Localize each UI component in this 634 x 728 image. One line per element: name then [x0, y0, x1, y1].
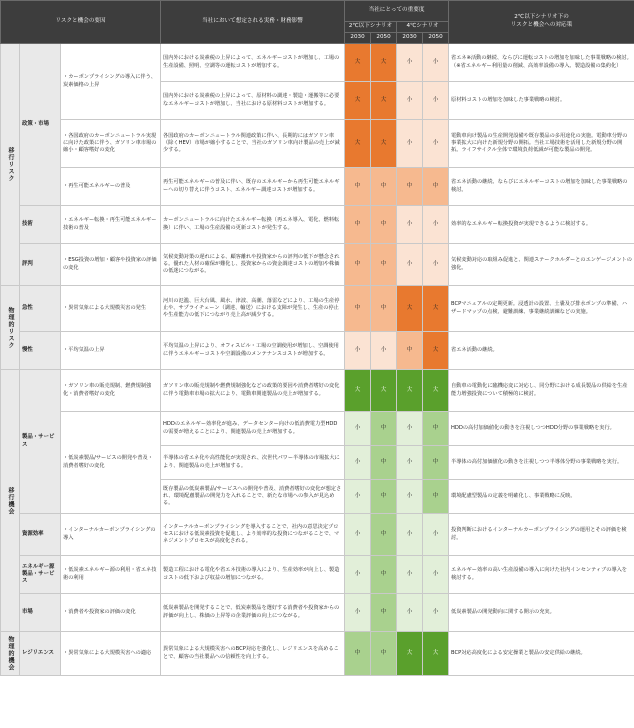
level-cell: 中 [371, 446, 397, 480]
response-text: 環境配慮型製品の定義を明確化し、事業戦略に反映。 [449, 480, 634, 514]
level-cell: 中 [345, 206, 371, 244]
level-cell: 中 [371, 244, 397, 286]
level-cell: 小 [397, 82, 423, 120]
level-cell: 中 [423, 168, 449, 206]
table-row [1, 168, 634, 206]
impact-text: インターナルカーボンプライシングを導入することで、社内の意思決定プロセスにおける低炭素投資を促進し、より効率的な投資につながることで、マネジメントプロセスが高度化される。 [161, 514, 345, 556]
level-cell: 小 [397, 514, 423, 556]
factor-text: ・各国政府のカーボンニュートラル実現に向けた政策に伴う、ガソリン車市場の縮小・顧客嗜好の変化 [61, 120, 161, 168]
category-physical-opportunity: 物理的機会 [1, 632, 20, 676]
header-year-2030-a: 2030 [345, 33, 371, 44]
table-row [1, 514, 634, 556]
level-cell: 小 [423, 514, 449, 556]
impact-text: カーボンニュートラルに向けたエネルギー転換（再エネ導入、電化、燃料転換）に伴い、工場の生産設備の更新コストが発生する。 [161, 206, 345, 244]
level-cell: 大 [397, 286, 423, 332]
impact-text: 製造工程における電化や省エネ技術の導入により、生産効率が向上し、製造コストの低下および収益の増加につながる。 [161, 556, 345, 594]
impact-text: 各国政府のカーボンニュートラル関連政策に伴い、長期的にはガソリン車（除くHEV）市場が縮小することで、当社のガソリン車向け製品の売上が減少する。 [161, 120, 345, 168]
response-text: BCPマニュアルの定期更新。浸透計の設置、土嚢及び排水ポンプの準備、ハザードマップの点検、避難訓練、事業継続訓練などの実施。 [449, 286, 634, 332]
level-cell: 大 [423, 286, 449, 332]
impact-text: 異常気象による大規模災害へのBCP対応を強化し、レジリエンスを高めることで、顧客の当社製品への信頼性を向上する。 [161, 632, 345, 676]
level-cell: 大 [371, 370, 397, 412]
impact-text: 再生可能エネルギーの普及に伴い、既存のエネルギーから再生可能エネルギーへの切り替えに伴うコスト、エネルギー調達コストが増加する。 [161, 168, 345, 206]
level-cell: 中 [371, 168, 397, 206]
header-impact: 当社において想定される実務・財務影響 [161, 1, 345, 44]
level-cell: 小 [345, 556, 371, 594]
response-text: 自動車の電動化に臨機応変に対応し、同分野における成長製品の供給を生産能力増強投資について積極的に検討。 [449, 370, 634, 412]
table-row [1, 120, 634, 168]
level-cell: 中 [345, 244, 371, 286]
header-response-line2: リスクと機会への対応策 [510, 22, 573, 28]
header-scenario-2c: 2℃以下シナリオ [345, 22, 397, 33]
level-cell: 中 [371, 556, 397, 594]
level-cell: 小 [423, 82, 449, 120]
level-cell: 大 [345, 370, 371, 412]
impact-text: 気候変動対策の遅れによる、顧客離れや投資家からの評判の低下が懸念される。優れた人材の確保が難化し、投資家からの資金調達コストの増加や株価の低迷につながる。 [161, 244, 345, 286]
factor-text: ・インターナルカーボンプライシングの導入 [61, 514, 161, 556]
level-cell: 中 [371, 514, 397, 556]
factor-text: ・再生可能エネルギーの普及 [61, 168, 161, 206]
level-cell: 大 [397, 632, 423, 676]
response-text: 効率的なエネルギー転換投資が実現できるように検討する。 [449, 206, 634, 244]
level-cell: 大 [423, 332, 449, 370]
level-cell: 中 [345, 168, 371, 206]
impact-text: 河川の氾濫、巨大台風、風水、津波、高潮、落雷などにより、工場の生産停止や、サプライチェーン（調達、輸送）における支障が発生し、生産の停止や生産能力の低下につながり売上高が減少する。 [161, 286, 345, 332]
header-year-2050-a: 2050 [371, 33, 397, 44]
factor-text: ・カーボンプライシングの導入に伴う、炭素価格の上昇 [61, 44, 161, 120]
level-cell: 大 [345, 82, 371, 120]
level-cell: 小 [397, 556, 423, 594]
level-cell: 大 [397, 370, 423, 412]
category-transition-opportunity: 移行機会 [1, 370, 20, 632]
level-cell: 中 [371, 286, 397, 332]
level-cell: 中 [423, 480, 449, 514]
level-cell: 大 [371, 82, 397, 120]
header-year-2050-b: 2050 [423, 33, 449, 44]
table-row [1, 244, 634, 286]
level-cell: 大 [345, 44, 371, 82]
impact-text: 国内外における炭素税の上昇によって、エネルギーコストが増加し、工場の生産設備、照明、空調等の運転コストが増加する。 [161, 44, 345, 82]
level-cell: 小 [423, 206, 449, 244]
level-cell: 中 [371, 206, 397, 244]
level-cell: 小 [397, 412, 423, 446]
level-cell: 小 [423, 556, 449, 594]
level-cell: 小 [345, 514, 371, 556]
response-text: 低炭素製品の開発動向に関する開示の充実。 [449, 594, 634, 632]
header-scenario-4c: 4℃シナリオ [397, 22, 449, 33]
level-cell: 小 [397, 44, 423, 82]
factor-text: ・ガソリン車の販売規制、燃費規制強化・消費者嗜好の変化 [61, 370, 161, 412]
response-text: HDDの高付加価値化の動きを注視しつつHDD分野の事業戦略を実行。 [449, 412, 634, 446]
header-factor: リスクと機会の要因 [1, 1, 161, 44]
level-cell: 小 [345, 412, 371, 446]
level-cell: 小 [345, 594, 371, 632]
level-cell: 中 [345, 286, 371, 332]
level-cell: 中 [371, 594, 397, 632]
factor-text: ・異常気象による大規模災害の発生 [61, 286, 161, 332]
table-row [1, 594, 634, 632]
level-cell: 小 [423, 120, 449, 168]
factor-text: ・エネルギー転換・再生可能エネルギー技術の普及 [61, 206, 161, 244]
table-row [1, 556, 634, 594]
factor-text: ・異常気象による大規模災害への適応 [61, 632, 161, 676]
impact-text: 国内外における炭素税の上昇によって、原材料の調達・製造・運搬等に必要なエネルギーコストが増加し、当社における原材料コストが増加する。 [161, 82, 345, 120]
level-cell: 小 [397, 446, 423, 480]
level-cell: 大 [423, 370, 449, 412]
level-cell: 大 [371, 120, 397, 168]
response-text: 電動車向け製品の生産開発設備や既存製品の多用途化の実施。電動車分野の事業拡大に向けた新規分野の開拓。当社工場技術を活用した新規分野の開拓。ライフサイクル全体で環境負荷低減が可能な製品の開発。 [449, 120, 634, 168]
level-cell: 小 [423, 244, 449, 286]
table-row [1, 632, 634, 676]
header-importance: 当社にとっての重要度 [345, 1, 449, 22]
impact-text: 低炭素製品を開発することで、低炭素製品を選好する消費者や投資家からの評価が向上し、株価の上昇等の企業評価の向上につながる。 [161, 594, 345, 632]
subcategory-acute: 急性 [20, 286, 61, 332]
table-row [1, 332, 634, 370]
subcategory-chronic: 慢性 [20, 332, 61, 370]
level-cell: 中 [345, 632, 371, 676]
level-cell: 小 [345, 480, 371, 514]
header-response-line1: 2℃以下シナリオ下の [514, 14, 569, 21]
subcategory-energy-source: エネルギー源製品・サービス [20, 556, 61, 594]
subcategory-reputation: 評判 [20, 244, 61, 286]
response-text: エネルギー効率の高い生産設備の導入に向けた社内インセンティブの導入を検討する。 [449, 556, 634, 594]
level-cell: 小 [423, 44, 449, 82]
response-text: 省エネ※活動の継続、ならびに運転コストの増加を加味した事業戦略の検討。（※省エネルギー利用量の削減、高効率設備の導入、製造設備の集約化） [449, 44, 634, 82]
subcategory-resilience: レジリエンス [20, 632, 61, 676]
table-row [1, 412, 634, 446]
table-row [1, 206, 634, 244]
level-cell: 大 [423, 632, 449, 676]
level-cell: 中 [371, 412, 397, 446]
response-text: 気候変動対応の取組み促進と、関連ステークホルダーとのエンゲージメントの強化。 [449, 244, 634, 286]
level-cell: 中 [423, 412, 449, 446]
level-cell: 中 [423, 446, 449, 480]
factor-text: ・低炭素エネルギー源の利用・省エネ技術の利用 [61, 556, 161, 594]
impact-text: ガソリン車の販売規制や燃費規制強化などの政策的要因や消費者嗜好の変化に伴う電動車市場の拡大により、電動車関連製品の売上が増加する。 [161, 370, 345, 412]
level-cell: 小 [397, 206, 423, 244]
impact-text: HDDのエネルギー効率化が進み、データセンター向けの低消費電力型HDDの需要が増えることにより、関連製品の売上が増加する。 [161, 412, 345, 446]
response-text: 半導体の高付加価値化の動きを注視しつつ半導体分野の事業戦略を実行。 [449, 446, 634, 480]
level-cell: 中 [371, 480, 397, 514]
category-physical-risk: 物理的リスク [1, 286, 20, 370]
response-text: 省エネ活動の継続。 [449, 332, 634, 370]
header-year-2030-b: 2030 [397, 33, 423, 44]
table-row [1, 370, 634, 412]
factor-text: ・ESG投資の増加・顧客や投資家の評価の変化 [61, 244, 161, 286]
header-response [449, 1, 634, 44]
subcategory-resource-efficiency: 資源効率 [20, 514, 61, 556]
level-cell: 大 [345, 120, 371, 168]
level-cell: 中 [397, 332, 423, 370]
level-cell: 小 [345, 332, 371, 370]
level-cell: 中 [371, 632, 397, 676]
response-text: 省エネ活動の継続、ならびにエネルギーコストの増加を加味した事業戦略の検討。 [449, 168, 634, 206]
level-cell: 小 [345, 446, 371, 480]
factor-text: ・平均気温の上昇 [61, 332, 161, 370]
level-cell: 中 [397, 168, 423, 206]
subcategory-technology: 技術 [20, 206, 61, 244]
impact-text: 平均気温の上昇により、オフィスビル・工場の空調使用が増加し、空調使用に伴うエネルギーコストや空調設備のメンテナンスコストが増加する。 [161, 332, 345, 370]
subcategory-policy-market: 政策・市場 [20, 44, 61, 206]
table-row [1, 286, 634, 332]
factor-text: ・低炭素製品/サービスの開発や普及・消費者嗜好の変化 [61, 412, 161, 514]
level-cell: 小 [397, 594, 423, 632]
category-transition-risk: 移行リスク [1, 44, 20, 286]
level-cell: 小 [423, 594, 449, 632]
level-cell: 小 [371, 332, 397, 370]
subcategory-market: 市場 [20, 594, 61, 632]
table-row [1, 44, 634, 82]
level-cell: 小 [397, 120, 423, 168]
factor-text: ・消費者や投資家の評価の変化 [61, 594, 161, 632]
level-cell: 小 [397, 480, 423, 514]
response-text: 原材料コストの増加を加味した事業戦略の検討。 [449, 82, 634, 120]
level-cell: 大 [371, 44, 397, 82]
response-text: BCP対応高度化による安定操業と製品の安定供給の継続。 [449, 632, 634, 676]
impact-text: 既存製品の低炭素製品/サービスへの開発や普及、消費者嗜好の変化が想定され、環境配慮製品の開発力を入れることで、新たな市場への参入が見込める。 [161, 480, 345, 514]
subcategory-products-services: 製品・サービス [20, 370, 61, 514]
level-cell: 小 [397, 244, 423, 286]
response-text: 投資判断におけるインターナルカーボンプライシングの運用とその評価を検討。 [449, 514, 634, 556]
impact-text: 半導体の省エネ化や高性能化が実現され、次世代パワー半導体の市場拡大により、関連製品の売上が増加する。 [161, 446, 345, 480]
